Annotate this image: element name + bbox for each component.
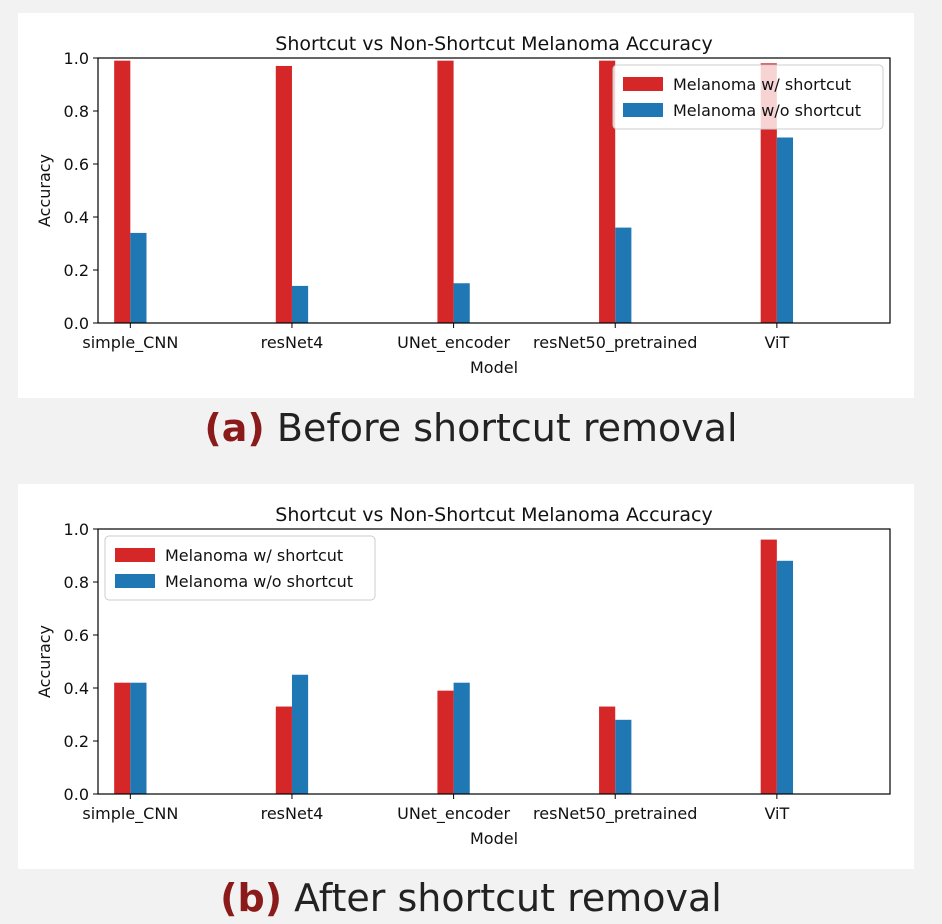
bar	[437, 61, 453, 323]
bar	[761, 540, 777, 794]
bar	[114, 61, 130, 323]
bar-chart-before	[18, 13, 914, 398]
legend-entry: Melanoma w/ shortcut	[673, 75, 852, 94]
y-tick-label: 0.6	[63, 626, 89, 645]
bar	[454, 683, 470, 794]
chart-panel-after	[18, 484, 914, 869]
y-axis-label: Accuracy	[35, 153, 54, 228]
x-tick-label: resNet50_pretrained	[533, 804, 698, 823]
x-tick-label: UNet_encoder	[397, 804, 511, 823]
bar	[276, 707, 292, 794]
bar-chart-after	[18, 484, 914, 869]
legend-swatch	[115, 574, 155, 588]
legend-entry: Melanoma w/o shortcut	[673, 101, 861, 120]
y-tick-label: 1.0	[63, 49, 89, 68]
bar	[130, 683, 146, 794]
legend-entry: Melanoma w/o shortcut	[165, 572, 353, 591]
x-tick-label: simple_CNN	[82, 804, 179, 823]
y-tick-label: 0.4	[63, 679, 89, 698]
y-tick-label: 1.0	[63, 520, 89, 539]
bar	[114, 683, 130, 794]
chart-title: Shortcut vs Non-Shortcut Melanoma Accuracy	[275, 504, 713, 526]
y-tick-label: 0.6	[63, 155, 89, 174]
y-tick-label: 0.2	[63, 732, 89, 751]
x-axis-label: Model	[469, 358, 519, 377]
caption-text: After shortcut removal	[294, 876, 722, 920]
x-tick-label: resNet4	[260, 804, 324, 823]
legend-swatch	[623, 77, 663, 91]
caption-letter: (b)	[220, 876, 283, 920]
bar	[615, 720, 631, 794]
y-tick-label: 0.8	[63, 573, 89, 592]
bar	[437, 691, 453, 794]
caption-after	[0, 876, 942, 920]
x-tick-label: UNet_encoder	[397, 333, 511, 352]
caption-letter: (a)	[204, 406, 265, 450]
x-axis-label: Model	[469, 829, 519, 848]
caption-text: Before shortcut removal	[276, 406, 738, 450]
bar	[777, 138, 793, 324]
y-tick-label: 0.2	[63, 261, 89, 280]
y-axis-label: Accuracy	[35, 624, 54, 699]
x-tick-label: resNet50_pretrained	[533, 333, 698, 352]
legend-entry: Melanoma w/ shortcut	[165, 546, 344, 565]
caption-before	[0, 406, 942, 450]
x-tick-label: ViT	[764, 804, 790, 823]
bar	[599, 707, 615, 794]
bar	[292, 675, 308, 794]
bar	[615, 228, 631, 323]
y-tick-label: 0.0	[63, 785, 89, 804]
chart-title: Shortcut vs Non-Shortcut Melanoma Accuracy	[275, 33, 713, 55]
bar	[130, 233, 146, 323]
bar	[777, 561, 793, 794]
bar	[454, 283, 470, 323]
chart-panel-before	[18, 13, 914, 398]
x-tick-label: ViT	[764, 333, 790, 352]
x-tick-label: resNet4	[260, 333, 324, 352]
y-tick-label: 0.4	[63, 208, 89, 227]
y-tick-label: 0.8	[63, 102, 89, 121]
bar	[292, 286, 308, 323]
legend-swatch	[115, 548, 155, 562]
bar	[276, 66, 292, 323]
y-tick-label: 0.0	[63, 314, 89, 333]
legend-swatch	[623, 103, 663, 117]
x-tick-label: simple_CNN	[82, 333, 179, 352]
